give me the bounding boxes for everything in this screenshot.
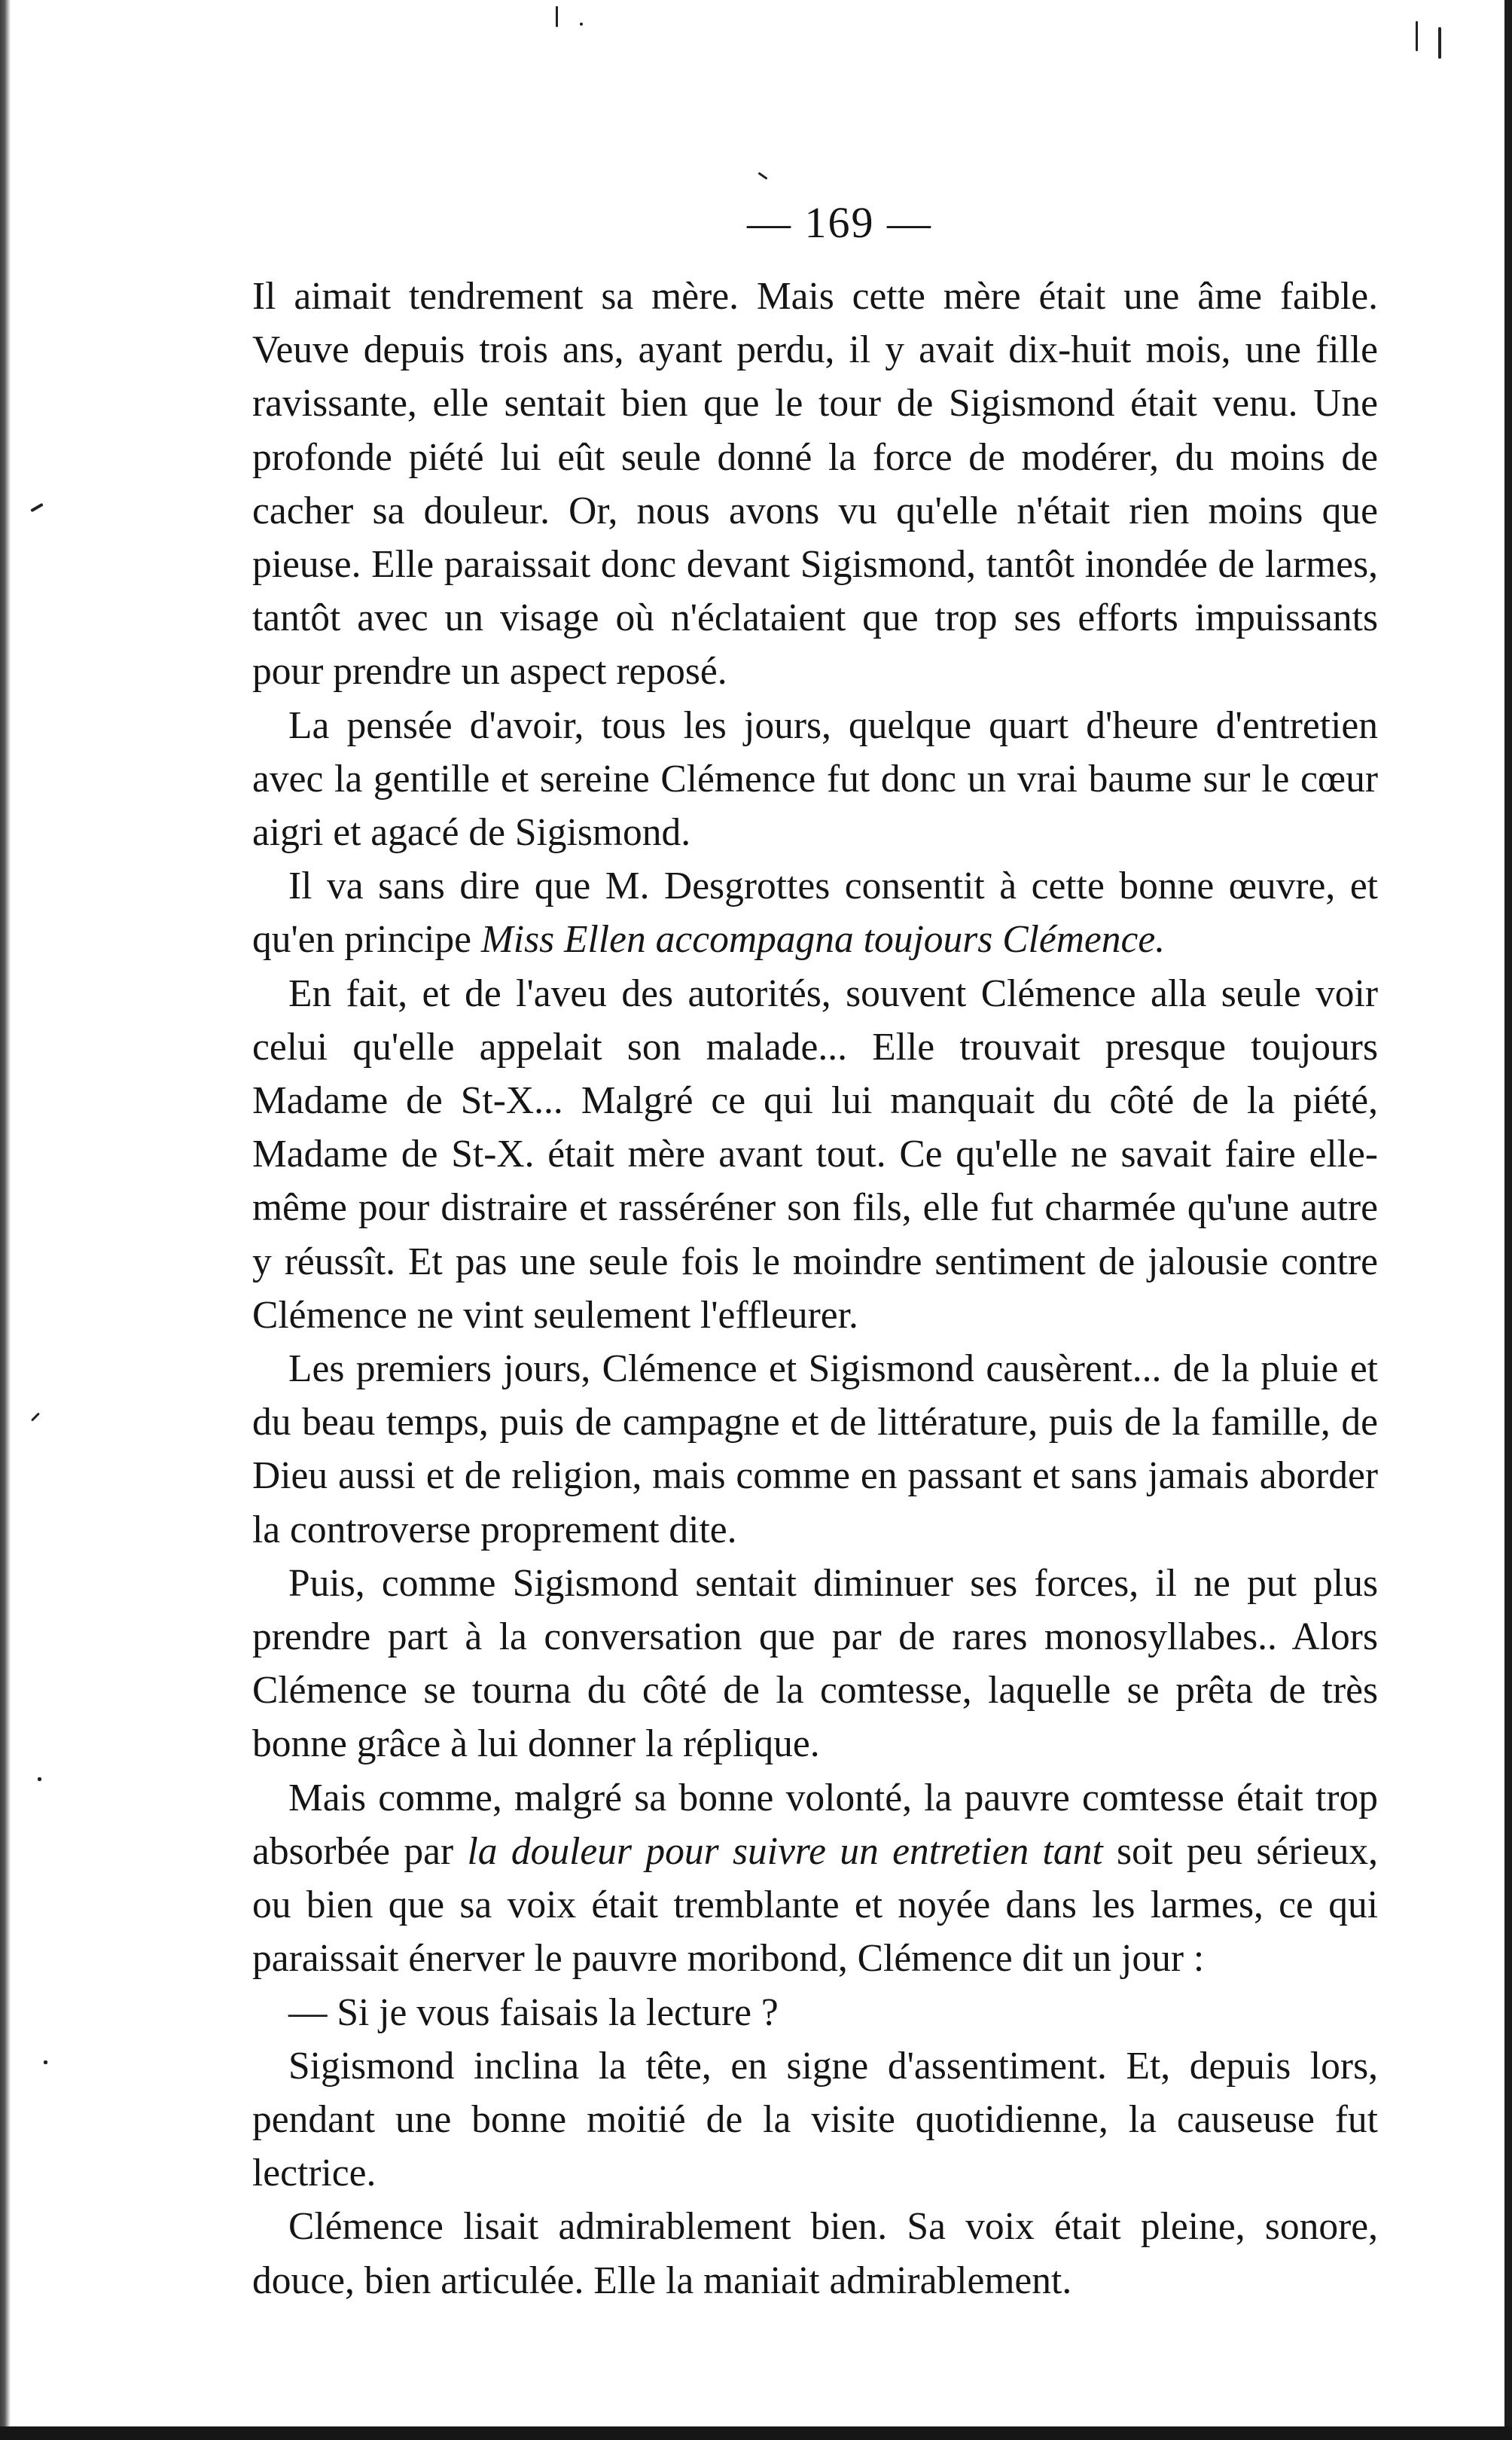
scan-speck — [44, 2060, 47, 2064]
text-run: En fait, et de l'aveu des autorités, souvent Clémence alla seule voir celui qu'elle appelait son malade... Elle trouvait presque toujours Madame de St-X... Malgré ce qui lui manquait du côté de la piété, Madame de St-X. était mère avant tout. Ce qu'elle ne savait faire elle-même pour distraire et rasséréner son fils, elle fut charmée qu'une autre y réussît. Et pas une seule fois le moindre sentiment de jalousie contre Clémence ne vint seulement l'effleurer. — [252, 971, 1378, 1337]
scan-speck — [758, 172, 767, 179]
text-run: Puis, comme Sigismond sentait diminuer ses forces, il ne put plus prendre part à la conversation que par de rares monosyllabes.. Alors Clémence se tourna du côté de la comtesse, laquelle se prêta de très bonne grâce à lui donner la réplique. — [252, 1561, 1378, 1766]
paragraph — [252, 859, 1378, 966]
page-left-edge-shadow — [0, 0, 11, 2440]
text-run: Les premiers jours, Clémence et Sigismond causèrent... de la pluie et du beau temps, puis de campagne et de littérature, puis de la famille, de Dieu aussi et de religion, mais comme en passant et sans jamais aborder la controverse proprement dite. — [252, 1347, 1378, 1551]
paragraph — [252, 2039, 1378, 2201]
scan-speck — [31, 1412, 40, 1421]
paragraph — [252, 1557, 1378, 1771]
page-right-edge-shadow — [1504, 0, 1512, 2440]
scan-speck — [38, 1777, 41, 1781]
scan-speck — [556, 6, 558, 27]
text-run: — Si je vous faisais la lecture ? — [288, 1990, 779, 2034]
paragraph — [252, 699, 1378, 860]
paragraph — [252, 2200, 1378, 2307]
paragraph — [252, 1986, 1378, 2039]
text-run: soit peu sérieux, ou bien que sa voix était tremblante et noyée dans les larmes, ce qui paraissait énerver le pauvre moribond, Clémence dit un jour : — [252, 1829, 1378, 1981]
paragraph — [252, 967, 1378, 1342]
body-text — [252, 270, 1378, 2307]
text-run: Il aimait tendrement sa mère. Mais cette mère était une âme faible. Veuve depuis trois ans, ayant perdu, il y avait dix-huit mois, une fille ravissante, elle sentait bien que le tour de Sigismond était venu. Une profonde piété lui eût seule donné la force de modérer, du moins de cacher sa douleur. Or, nous avons vu qu'elle n'était rien moins que pieuse. Elle paraissait donc devant Sigismond, tantôt inondée de larmes, tantôt avec un visage où n'éclataient que trop ses efforts impuissants pour prendre un aspect reposé. — [252, 275, 1378, 694]
page-header — [0, 197, 1512, 248]
text-run: Sigismond inclina la tête, en signe d'assentiment. Et, depuis lors, pendant une bonne moitié de la visite quotidienne, la causeuse fut lectrice. — [252, 2044, 1378, 2195]
text-run: Il va sans dire que M. Desgrottes consentit à cette bonne œuvre, et qu'en principe — [252, 865, 1378, 962]
italic-text-run: la douleur pour suivre un entretien tant — [467, 1829, 1103, 1873]
paragraph — [252, 1771, 1378, 1986]
scan-speck — [1438, 27, 1441, 59]
paragraph — [252, 270, 1378, 699]
page-bottom-edge-shadow — [0, 2426, 1512, 2440]
paragraph — [252, 1342, 1378, 1557]
italic-text-run: Miss Ellen accompagna toujours Clémence. — [480, 918, 1166, 962]
scan-speck — [1416, 21, 1418, 51]
text-run: Mais comme, malgré sa bonne volonté, la pauvre comtesse était trop absorbée par — [252, 1776, 1378, 1873]
text-run: Clémence lisait admirablement bien. Sa voix était pleine, sonore, douce, bien articulée. Elle la maniait admirablement. — [252, 2205, 1378, 2302]
scan-speck — [30, 503, 44, 512]
text-run: La pensée d'avoir, tous les jours, quelque quart d'heure d'entretien avec la gentille et sereine Clémence fut donc un vrai baume sur le cœur aigri et agacé de Sigismond. — [252, 703, 1378, 855]
scan-speck — [580, 23, 583, 26]
page-number: — 169 — — [747, 198, 932, 247]
